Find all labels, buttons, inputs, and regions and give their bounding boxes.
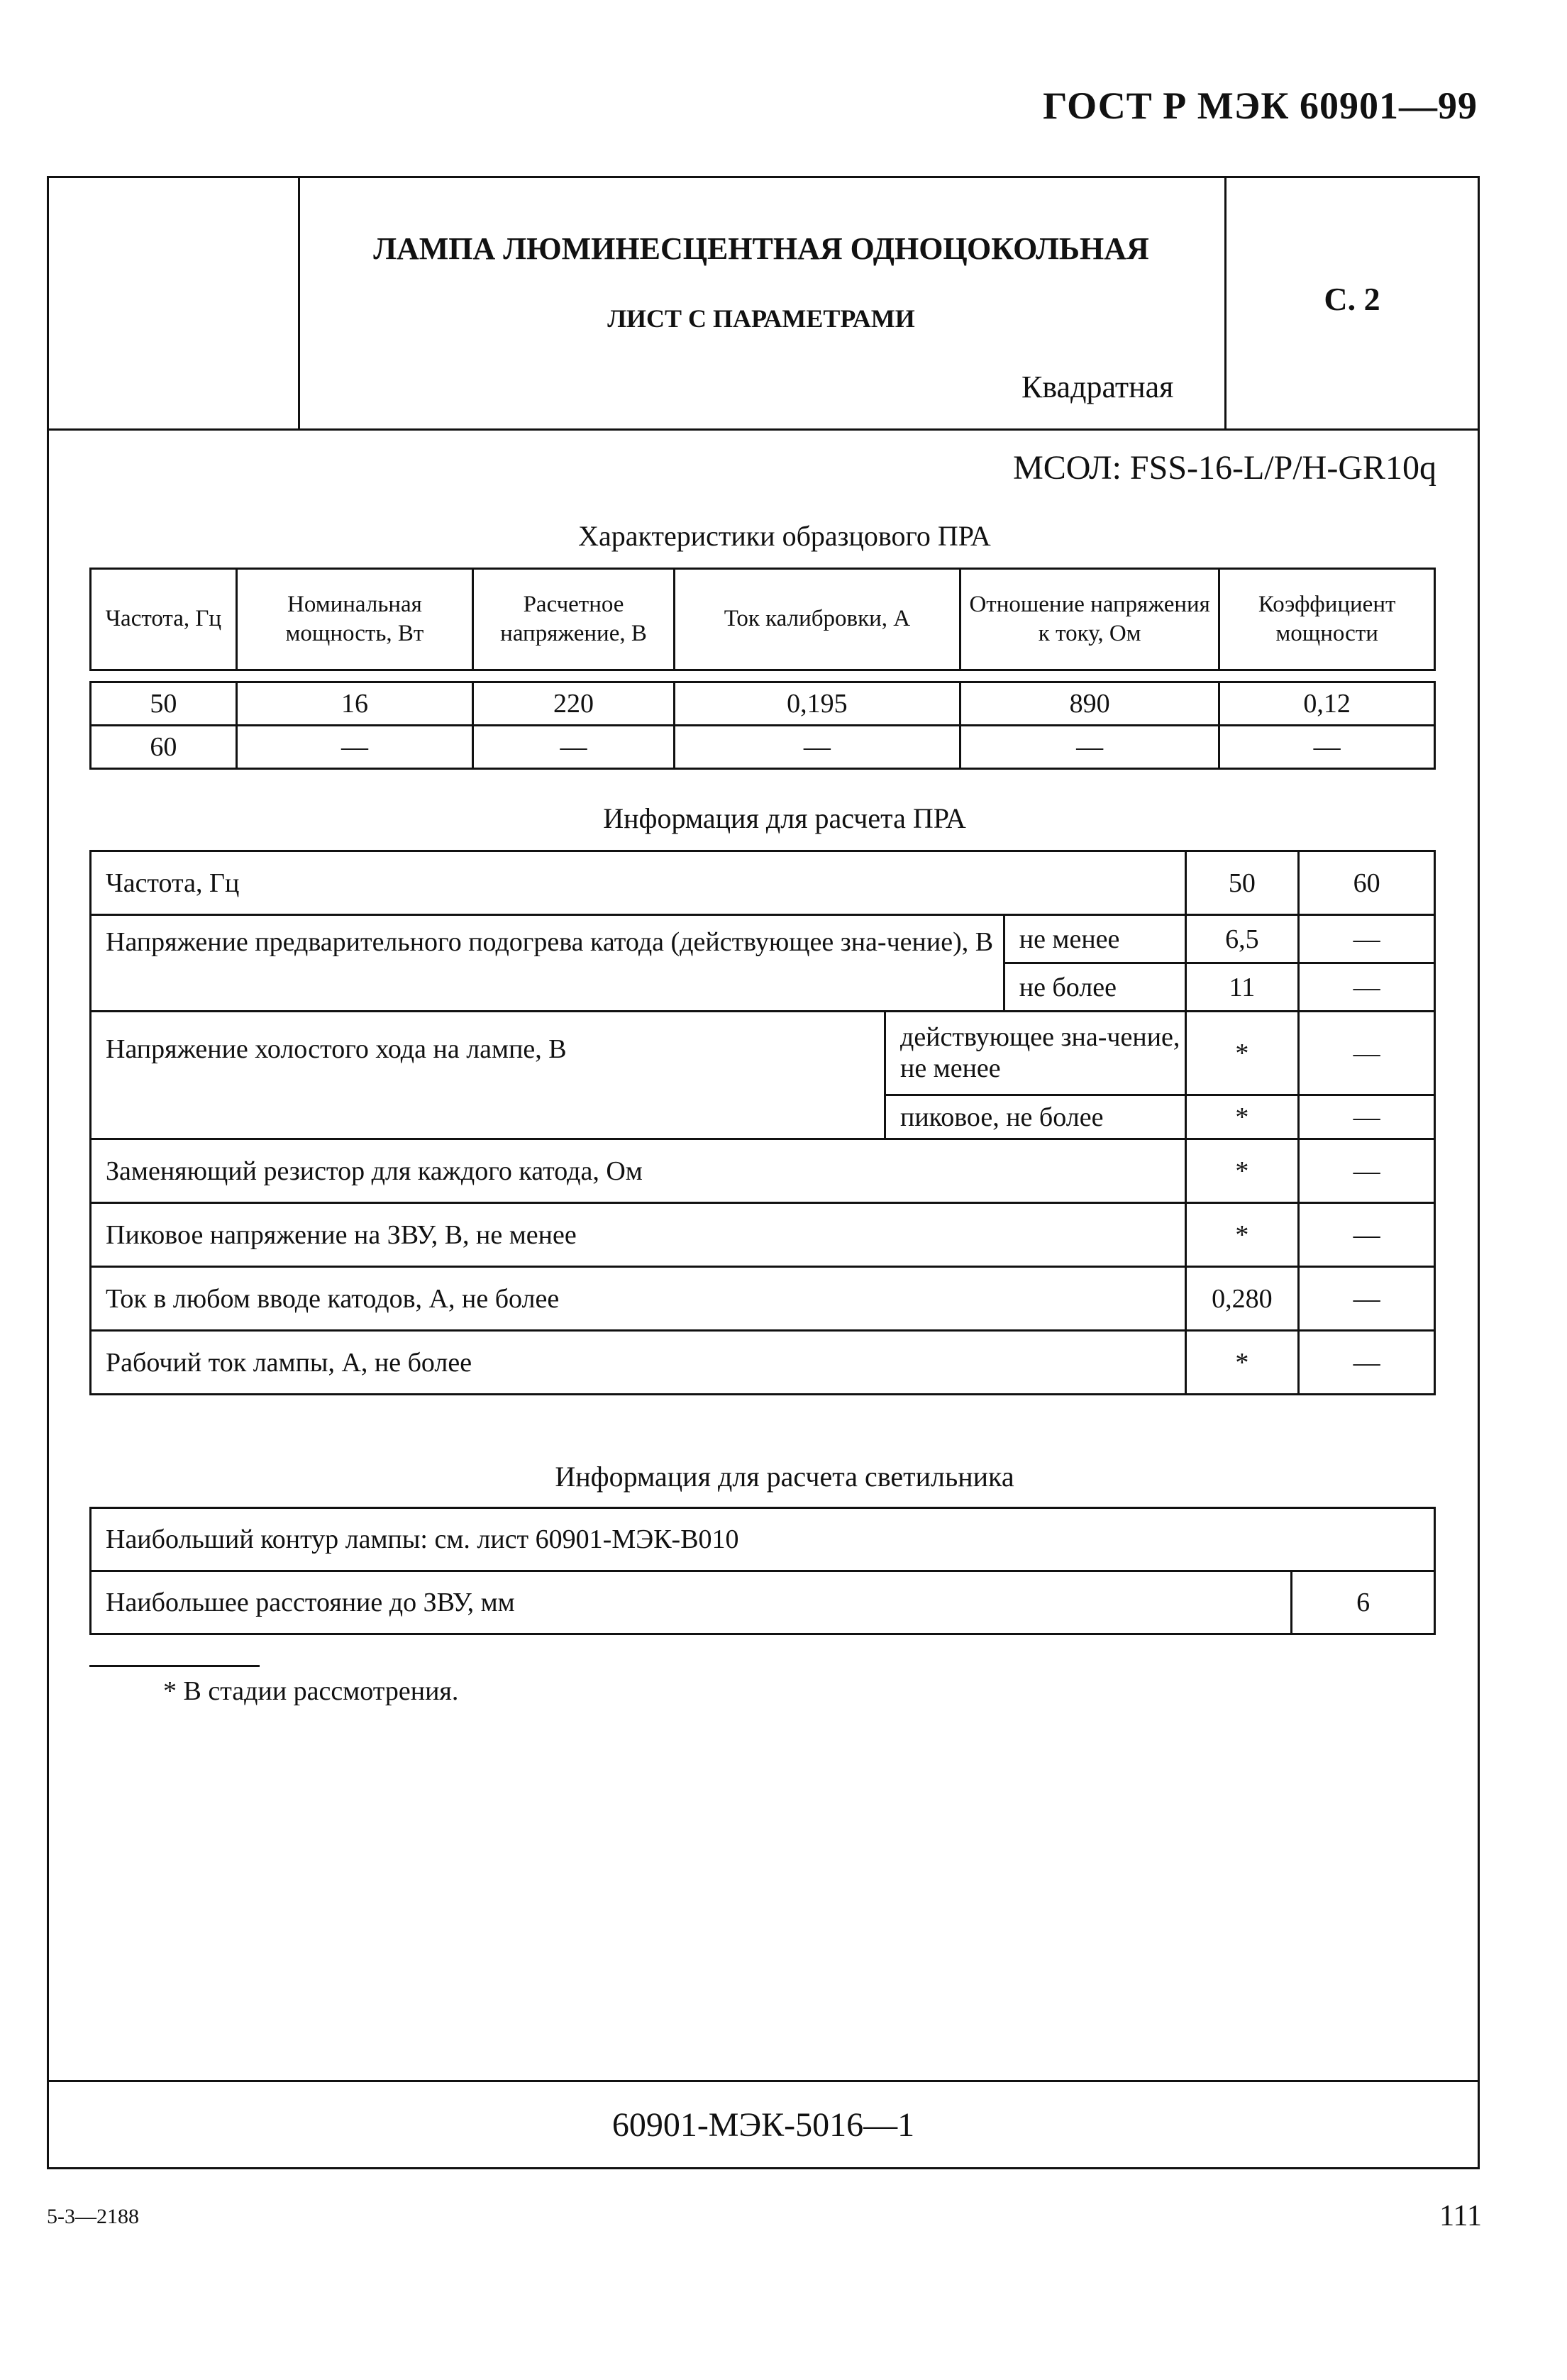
footnote: * В стадии рассмотрения.: [163, 1676, 459, 1706]
characteristics-table: [89, 568, 1436, 770]
table-cell: Напряжение холостого хода на лампе, В: [91, 1012, 885, 1139]
print-stamp: 5-3—2188: [47, 2205, 139, 2228]
table-cell: —: [1299, 1267, 1435, 1331]
table-row: [91, 682, 1435, 726]
characteristics-caption: Характеристики образцового ПРА: [578, 520, 991, 552]
table-cell: не более: [1004, 963, 1185, 1012]
table-cell: 6: [1292, 1571, 1435, 1634]
table-cell: Частота, Гц: [91, 851, 1186, 915]
table-cell: Рабочий ток лампы, А, не более: [91, 1331, 1186, 1395]
table-cell: 6,5: [1185, 915, 1299, 963]
table-cell: 0,12: [1219, 682, 1435, 726]
table-cell: 0,195: [674, 682, 960, 726]
table-cell: —: [1299, 1095, 1435, 1139]
table-row: [91, 1267, 1435, 1331]
table-cell: действующее зна-чение, не менее: [885, 1012, 1185, 1095]
table-cell: —: [236, 726, 473, 769]
table-cell: *: [1185, 1203, 1299, 1267]
table-cell: пиковое, не более: [885, 1095, 1185, 1139]
table-cell: 60: [1299, 851, 1435, 915]
luminaire-info-caption: Информация для расчета светильника: [555, 1461, 1014, 1493]
sheet-title: ЛАМПА ЛЮМИНЕСЦЕНТНАЯ ОДНОЦОКОЛЬНАЯ: [373, 231, 1149, 266]
header-cell: Номинальная мощность, Вт: [236, 569, 473, 670]
lamp-code: МСОЛ: FSS-16-L/P/H-GR10q: [1013, 449, 1436, 487]
table-row: [91, 1571, 1435, 1634]
table-row: [91, 1203, 1435, 1267]
table-cell: 11: [1185, 963, 1299, 1012]
table-cell: Ток в любом вводе катодов, А, не более: [91, 1267, 1186, 1331]
header-cell: Расчетное напряжение, В: [473, 569, 675, 670]
footnote-rule: [89, 1665, 260, 1667]
table-row: [91, 1508, 1435, 1571]
table-cell: 890: [960, 682, 1219, 726]
page-ref: С. 2: [1324, 281, 1380, 317]
lamp-shape: Квадратная: [1021, 370, 1174, 404]
table-cell: 60: [91, 726, 237, 769]
table-cell: —: [1299, 915, 1435, 963]
header-cell: Коэффициент мощности: [1219, 569, 1435, 670]
luminaire-info-table: [89, 1507, 1436, 1635]
table-cell: 220: [473, 682, 675, 726]
sheet-subtitle: ЛИСТ С ПАРАМЕТРАМИ: [607, 304, 915, 333]
table-cell: —: [1299, 1331, 1435, 1395]
page-number: 111: [1439, 2200, 1482, 2232]
table-gap: [91, 670, 1435, 682]
table-cell: Наибольший контур лампы: см. лист 60901-МЭК-В010: [91, 1508, 1435, 1571]
table-cell: —: [1299, 1012, 1435, 1095]
table-cell: —: [1299, 1203, 1435, 1267]
table-row: [91, 1139, 1435, 1203]
table-cell: —: [473, 726, 675, 769]
table-cell: —: [960, 726, 1219, 769]
table-cell: Наибольшее расстояние до ЗВУ, мм: [91, 1571, 1292, 1634]
table-cell: —: [1219, 726, 1435, 769]
header-cell: Ток калибровки, А: [674, 569, 960, 670]
table-row: [91, 1012, 1435, 1095]
table-cell: *: [1185, 1012, 1299, 1095]
sheet-number: 60901-МЭК-5016—1: [611, 2106, 915, 2144]
table-cell: —: [1299, 1139, 1435, 1203]
table-cell: 0,280: [1185, 1267, 1299, 1331]
table-cell: *: [1185, 1139, 1299, 1203]
table-cell: 50: [91, 682, 237, 726]
table-cell: —: [674, 726, 960, 769]
header-divider: [47, 428, 1480, 431]
table-cell: *: [1185, 1095, 1299, 1139]
ballast-info-table: [89, 850, 1436, 1395]
table-cell: —: [1299, 963, 1435, 1012]
table-row: [91, 851, 1435, 915]
header-left-divider: [298, 176, 300, 430]
table-cell: Напряжение предварительного подогрева катода (действующее зна-чение), В: [91, 915, 1004, 1012]
table-row: [91, 1331, 1435, 1395]
table-row: [91, 726, 1435, 769]
ballast-info-caption: Информация для расчета ПРА: [603, 802, 966, 834]
table-row: [91, 915, 1435, 963]
table-cell: не менее: [1004, 915, 1185, 963]
table-header-row: [91, 569, 1435, 670]
standard-code: ГОСТ Р МЭК 60901—99: [1043, 84, 1478, 127]
table-cell: *: [1185, 1331, 1299, 1395]
bottom-divider: [47, 2080, 1480, 2082]
table-cell: 50: [1185, 851, 1299, 915]
table-cell: 16: [236, 682, 473, 726]
table-cell: Пиковое напряжение на ЗВУ, В, не менее: [91, 1203, 1186, 1267]
header-cell: Отношение напряжения к току, Ом: [960, 569, 1219, 670]
header-cell: Частота, Гц: [91, 569, 237, 670]
table-cell: Заменяющий резистор для каждого катода, Ом: [91, 1139, 1186, 1203]
